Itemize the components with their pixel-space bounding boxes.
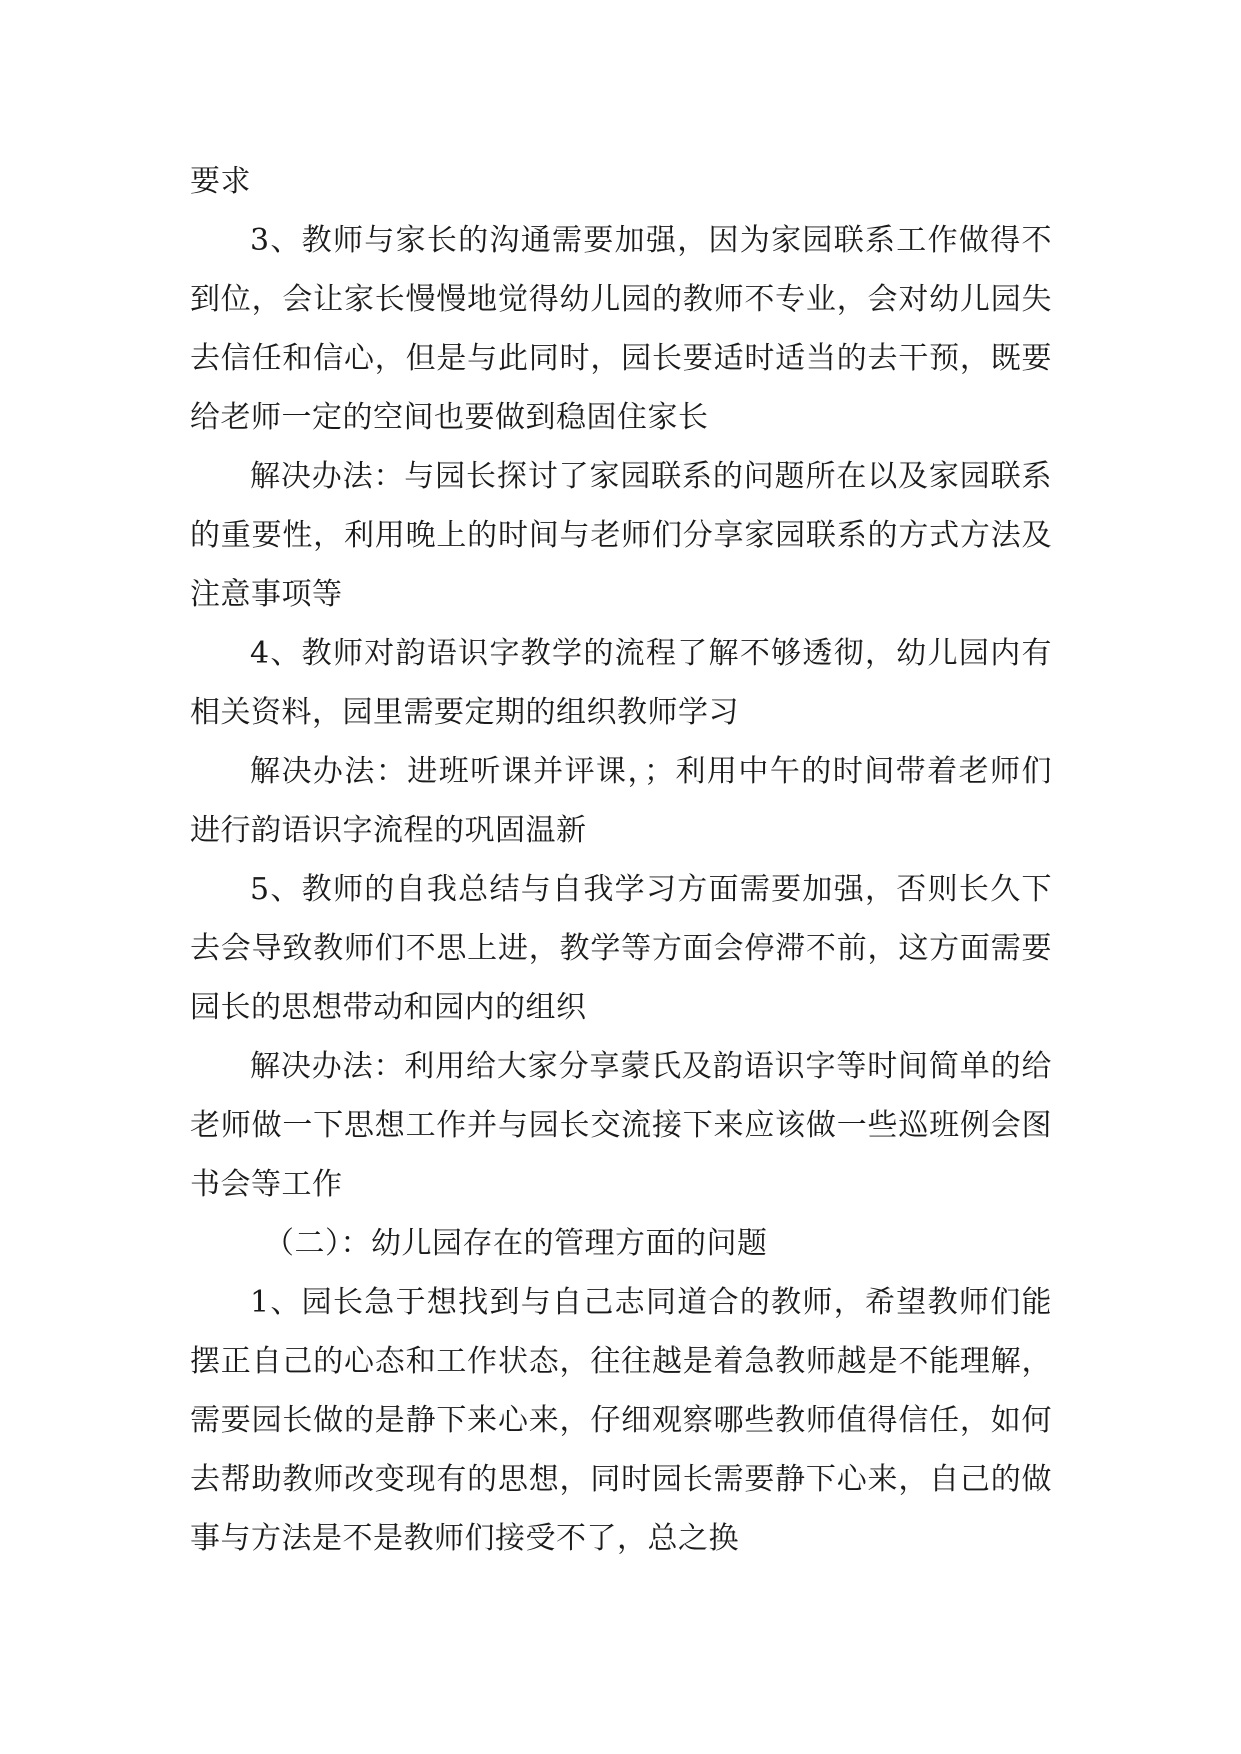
document-body — [190, 152, 1052, 1568]
paragraph-item-5: 5、教师的自我总结与自我学习方面需要加强，否则长久下去会导致教师们不思上进，教学等方面会停滞不前，这方面需要园长的思想带动和园内的组织 — [190, 872, 1052, 1025]
section-heading: （二）：幼儿园存在的管理方面的问题 — [264, 1226, 768, 1261]
paragraph-solution-4: 解决办法：进班听课并评课，；利用中午的时间带着老师们进行韵语识字流程的巩固温新 — [190, 754, 1052, 848]
paragraph-solution-3: 解决办法：与园长探讨了家园联系的问题所在以及家园联系的重要性，利用晚上的时间与老师们分享家园联系的方式方法及注意事项等 — [190, 459, 1052, 612]
paragraph-item-3: 3、教师与家长的沟通需要加强，因为家园联系工作做得不到位，会让家长慢慢地觉得幼儿园的教师不专业，会对幼儿园失去信任和信心，但是与此同时，园长要适时适当的去干预，既要给老师一定的空间也要做到稳固住家长 — [190, 223, 1052, 435]
paragraph-continuation: 要求 — [190, 164, 251, 199]
paragraph-management-1: 1、园长急于想找到与自己志同道合的教师，希望教师们能摆正自己的心态和工作状态，往往越是着急教师越是不能理解，需要园长做的是静下来心来，仔细观察哪些教师值得信任，如何去帮助教师改变现有的思想，同时园长需要静下心来，自己的做事与方法是不是教师们接受不了，总之换 — [190, 1285, 1052, 1556]
paragraph-item-4: 4、教师对韵语识字教学的流程了解不够透彻，幼儿园内有相关资料，园里需要定期的组织教师学习 — [190, 636, 1052, 730]
paragraph-solution-5: 解决办法：利用给大家分享蒙氏及韵语识字等时间简单的给老师做一下思想工作并与园长交流接下来应该做一些巡班例会图书会等工作 — [190, 1049, 1052, 1202]
